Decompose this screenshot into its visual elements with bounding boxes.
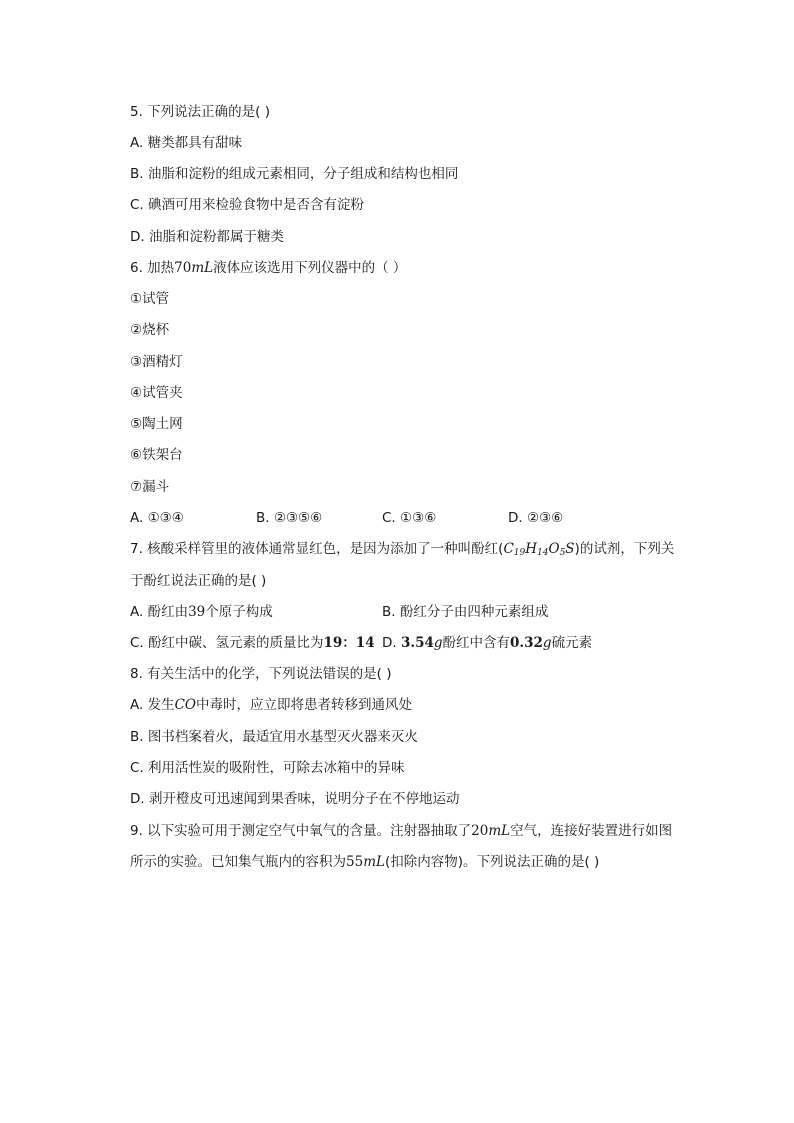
q7-opt-d-unit1: g (433, 635, 443, 651)
q6-item-2: ②烧杯 (130, 322, 170, 338)
formula-o: O (548, 541, 560, 557)
formula-h: H (525, 541, 538, 557)
q8-option-c: C. 利用活性炭的吸附性，可除去冰箱中的异味 (130, 760, 405, 776)
q6-stem-unit: mL (191, 260, 214, 276)
q7-stem (130, 539, 674, 559)
q8-opt-a-pre: A. 发生 (130, 697, 175, 713)
q8-option-b: B. 图书档案着火，最适宜用水基型灭火器来灭火 (130, 729, 418, 745)
q7-opt-c-text: C. 酚红中碳、氢元素的质量比为 (130, 635, 324, 651)
q9-stem-mid: 空气，连接好装置进行如图 (510, 823, 673, 839)
q7-opt-d-num1: 3.54 (400, 635, 434, 651)
formula-c-sub: 19 (513, 548, 526, 558)
q7-opt-c-ratio: 19：14 (323, 635, 375, 651)
q8-opt-a-math: CO (174, 697, 196, 713)
q6-item-3: ③酒精灯 (130, 354, 183, 370)
q6-item-5: ⑤陶土网 (130, 416, 183, 432)
q6-item-1: ①试管 (130, 291, 170, 307)
q7-opt-d-mid: 酚红中含有 (442, 635, 511, 651)
q9-unit2: mL (363, 854, 385, 870)
q7-option-d (382, 633, 592, 653)
q5-stem: 5. 下列说法正确的是( ) (130, 104, 270, 120)
q6-option-a: A. ①③④ (130, 510, 184, 526)
q7-opt-d-pre: D. (382, 635, 401, 651)
q6-stem-number: 70 (174, 260, 192, 276)
q5-option-b: B. 油脂和淀粉的组成元素相同，分子组成和结构也相同 (130, 166, 459, 182)
q7-opt-d-post: 硫元素 (551, 635, 593, 651)
q7-option-b: B. 酚红分子由四种元素组成 (382, 604, 549, 620)
formula-c: C (503, 541, 514, 557)
q7-stem-line2: 于酚红说法正确的是( ) (130, 573, 267, 589)
q6-item-6: ⑥铁架台 (130, 447, 183, 463)
q9-num1: 20 (471, 823, 489, 839)
formula-s: S (565, 541, 575, 557)
q7-opt-a-post: 个原子构成 (205, 604, 273, 620)
q8-option-d: D. 剥开橙皮可迅速闻到果香味，说明分子在不停地运动 (130, 791, 460, 807)
q7-opt-a-num: 39 (188, 604, 206, 620)
q7-formula (503, 541, 574, 557)
q5-option-a: A. 糖类都具有甜味 (130, 135, 243, 151)
q6-option-c: C. ①③⑥ (382, 510, 437, 526)
q6-stem-post: 液体应该选用下列仪器中的（ ） (213, 260, 407, 276)
q7-option-a (130, 602, 273, 622)
formula-o-sub: 5 (559, 548, 566, 558)
q6-stem-pre: 6. 加热 (130, 260, 175, 276)
q9-stem (130, 821, 672, 841)
q8-option-a (130, 695, 412, 715)
q9-num2: 55 (346, 854, 364, 870)
q7-option-c (130, 633, 375, 653)
q5-option-d: D. 油脂和淀粉都属于糖类 (130, 229, 284, 245)
q9-unit1: mL (488, 823, 511, 839)
q6-stem (130, 258, 406, 278)
q9-line2-post: (扣除内容物)。下列说法正确的是( ) (384, 854, 600, 870)
q8-opt-a-post: 中毒时，应立即将患者转移到通风处 (196, 697, 412, 713)
q7-opt-a-pre: A. 酚红由 (130, 604, 189, 620)
q6-option-d: D. ②③⑥ (508, 510, 564, 526)
q6-item-7: ⑦漏斗 (130, 479, 170, 495)
q7-stem-post: )的试剂，下列关 (574, 541, 675, 557)
q6-item-4: ④试管夹 (130, 385, 183, 401)
q9-stem-line2 (130, 852, 599, 872)
q5-option-c: C. 碘酒可用来检验食物中是否含有淀粉 (130, 197, 365, 213)
q9-line2-pre: 所示的实验。已知集气瓶内的容积为 (130, 854, 346, 870)
q7-opt-d-unit2: g (542, 635, 552, 651)
formula-h-sub: 14 (537, 548, 549, 558)
q9-stem-pre: 9. 以下实验可用于测定空气中氧气的含量。注射器抽取了 (130, 823, 472, 839)
q7-opt-d-num2: 0.32 (510, 635, 543, 651)
q6-option-b: B. ②③⑤⑥ (256, 510, 323, 526)
q8-stem: 8. 有关生活中的化学，下列说法错误的是( ) (130, 666, 392, 682)
q7-stem-pre: 7. 核酸采样管里的液体通常显红色，是因为添加了一种叫酚红( (130, 541, 504, 557)
